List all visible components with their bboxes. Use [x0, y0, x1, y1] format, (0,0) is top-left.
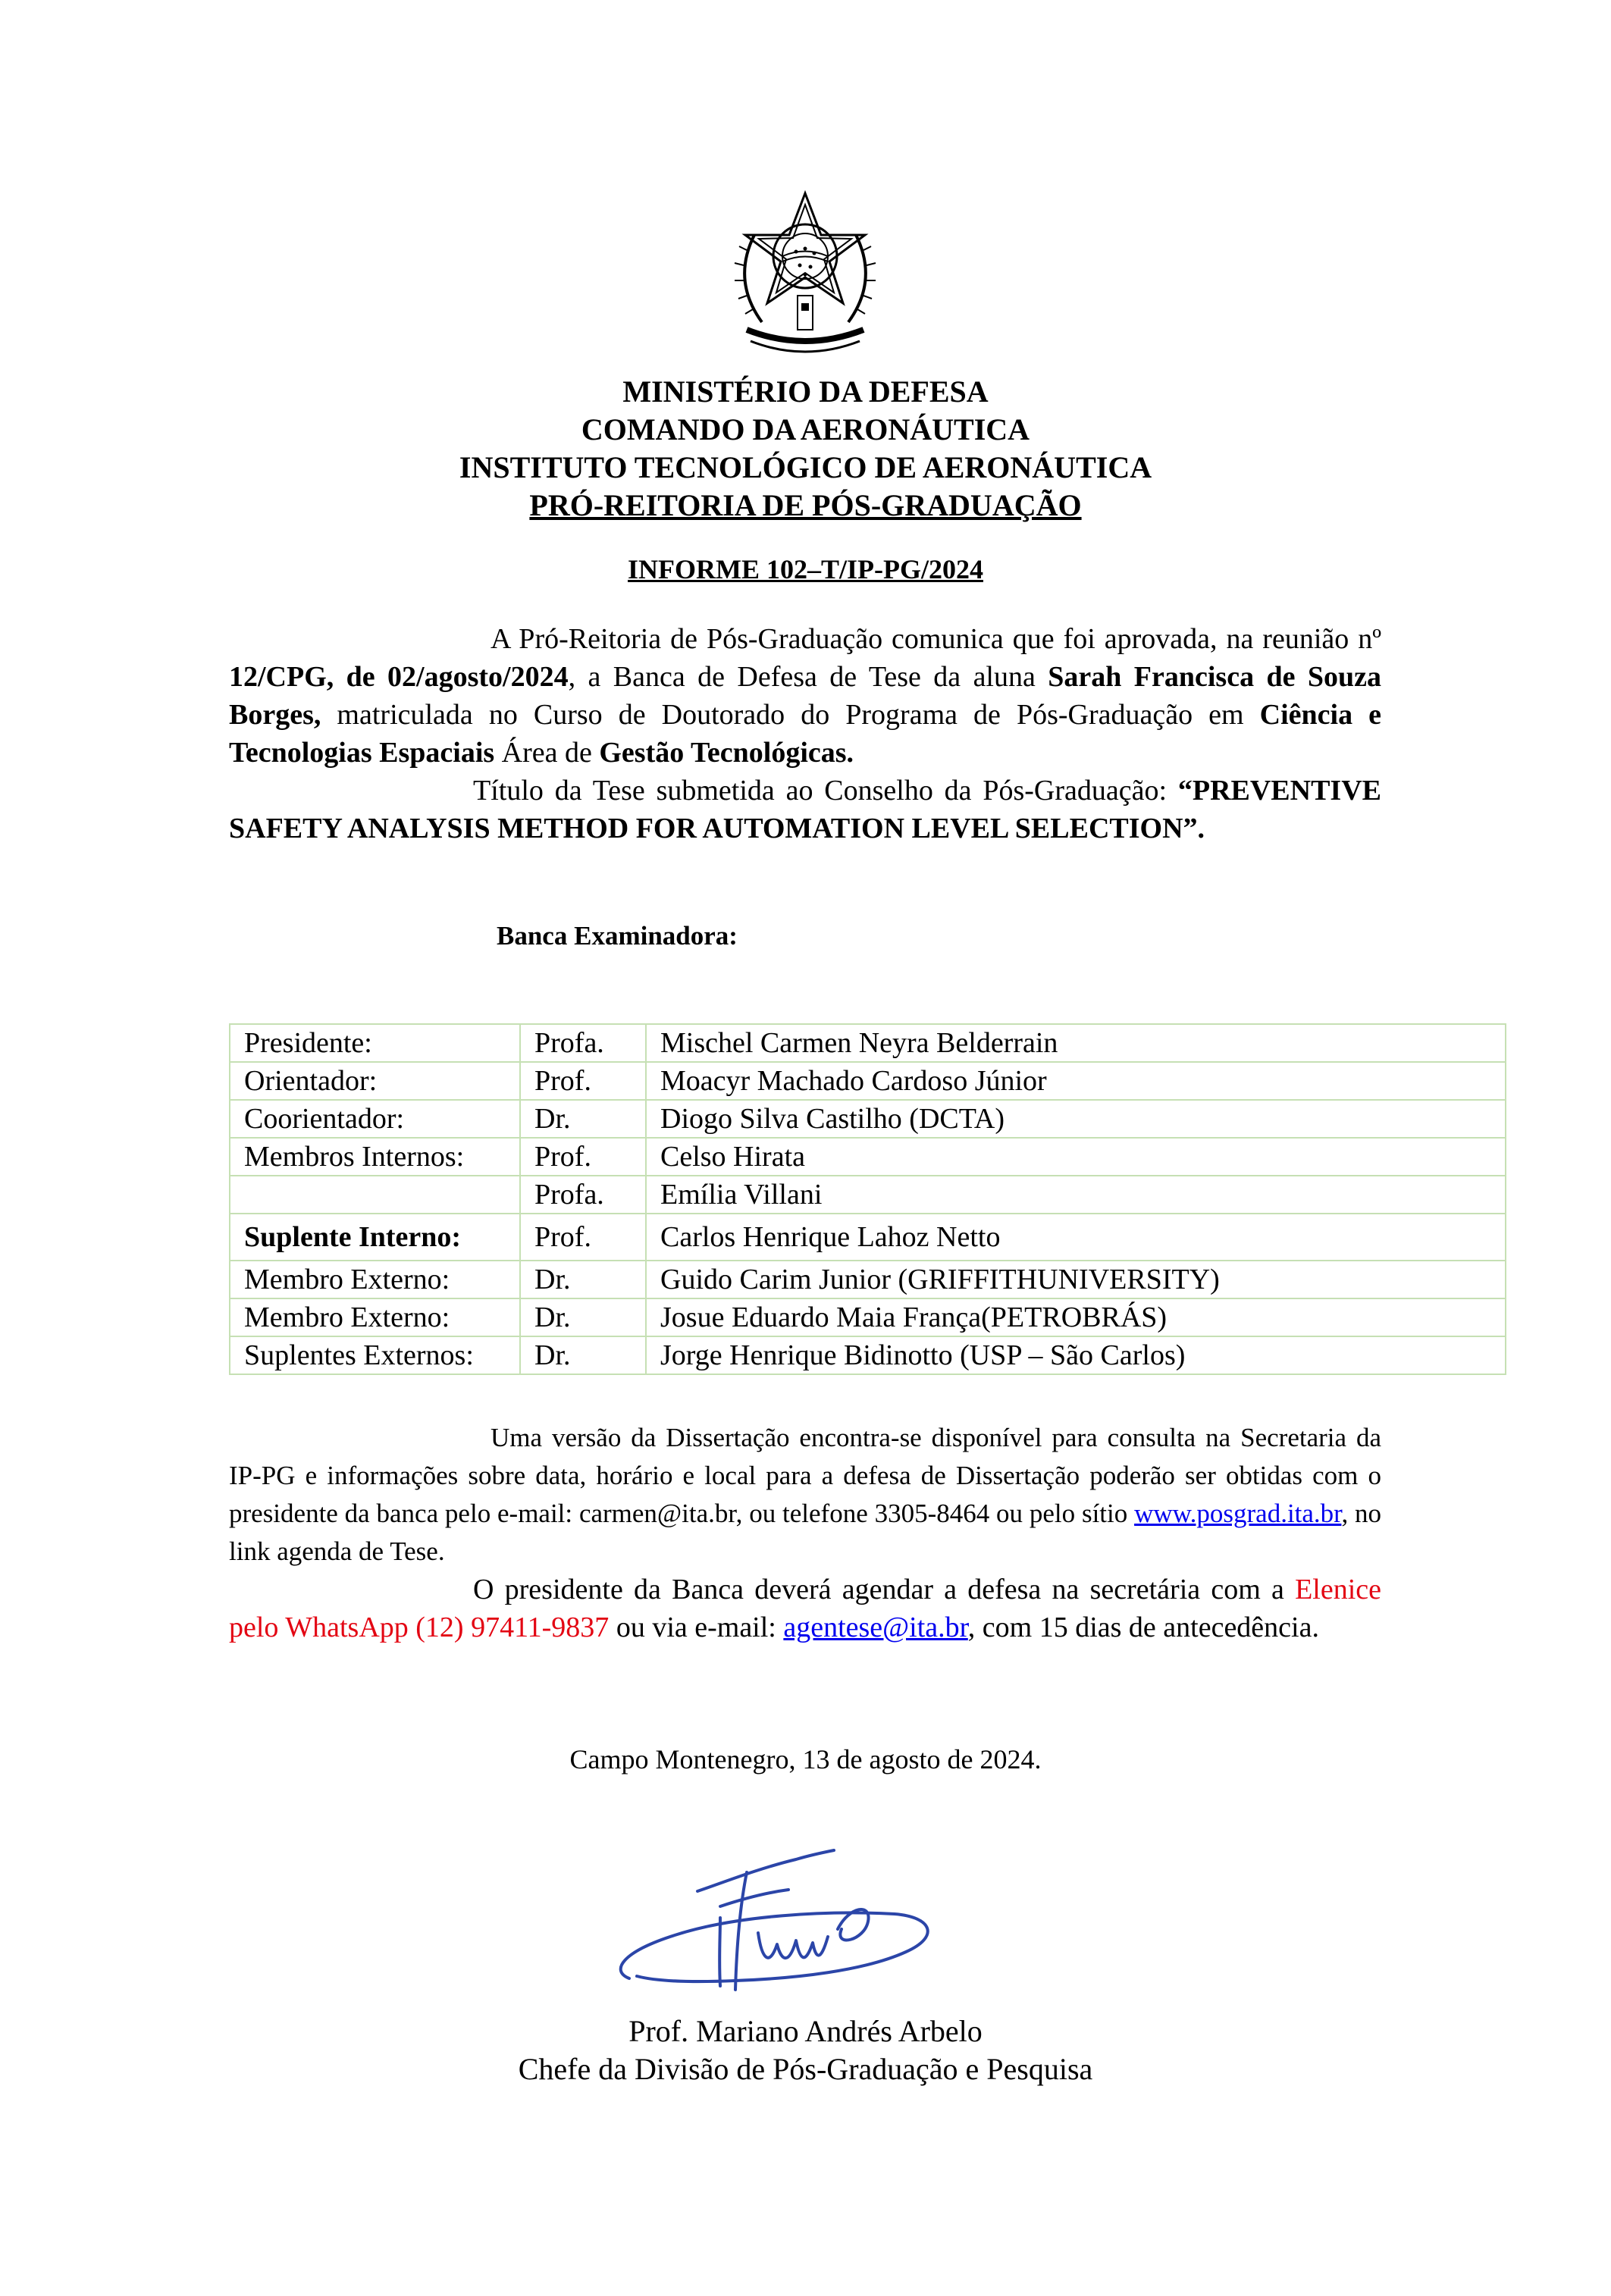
examining-board-label: Banca Examinadora: [497, 921, 738, 951]
member-name: Guido Carim Junior (GRIFFITHUNIVERSITY) [646, 1261, 1506, 1298]
text-span: Uma versão da Dissertação encontra-se disponível para consulta na Secretaria da IP-PG e informações sobre data, horário e local para a defesa de Dissertação poderão ser obtidas com o presidente da banca pelo e-mail: carmen@ita.br, ou telefone 3305-8464 ou pelo sítio [229, 1423, 1381, 1528]
institute-line: INSTITUTO TECNOLÓGICO DE AERONÁUTICA [459, 450, 1152, 484]
member-name: Josue Eduardo Maia França(PETROBRÁS) [646, 1298, 1506, 1336]
member-title: Prof. [520, 1214, 646, 1261]
agentese-email-link[interactable]: agentese@ita.br [783, 1612, 968, 1643]
text-span: , no link agenda de Tese. [229, 1499, 1382, 1566]
program-name: Ciência e Tecnologias Espaciais [229, 699, 1381, 769]
member-title: Dr. [520, 1298, 646, 1336]
thesis-label: Título da Tese submetida ao Conselho da Pós-Graduação: [473, 775, 1168, 807]
member-title: Profa. [520, 1176, 646, 1214]
member-role: Orientador: [230, 1062, 520, 1100]
text-span: , com 15 dias de antecedência. [967, 1612, 1319, 1643]
member-title: Dr. [520, 1100, 646, 1138]
whatsapp-contact: Elenice pelo WhatsApp (12) 97411-9837 [229, 1574, 1381, 1643]
signer-name: Prof. Mariano Andrés Arbelo [628, 2014, 983, 2048]
member-name: Celso Hirata [646, 1138, 1506, 1176]
member-title: Prof. [520, 1062, 646, 1100]
member-role: Membro Externo: [230, 1298, 520, 1336]
area-name: Gestão Tecnológicas. [599, 737, 854, 769]
text-span: Área de [494, 737, 600, 769]
table-row [230, 1100, 1506, 1138]
table-row [230, 1336, 1506, 1374]
table-row [230, 1024, 1506, 1062]
handwritten-signature [606, 1846, 986, 2005]
announcement-body [229, 620, 1381, 847]
member-title: Dr. [520, 1261, 646, 1298]
text-span: matriculada no Curso de Doutorado do Programa de Pós-Graduação em [321, 699, 1260, 731]
member-name: Emília Villani [646, 1176, 1506, 1214]
student-name: Sarah Francisca de Souza Borges, [229, 661, 1382, 731]
pro-rectory-line: PRÓ-REITORIA DE PÓS-GRADUAÇÃO [529, 488, 1082, 522]
place-and-date: Campo Montenegro, 13 de agosto de 2024. [569, 1744, 1042, 1774]
text-span: ou via e-mail: [609, 1612, 784, 1643]
table-row [230, 1298, 1506, 1336]
ministry-line: MINISTÉRIO DA DEFESA [622, 374, 989, 409]
meeting-date: 12/CPG, de 02/agosto/2024 [229, 661, 569, 693]
table-row [230, 1062, 1506, 1100]
signer-block [0, 2013, 1611, 2088]
text-span: , a Banca de Defesa de Tese da aluna [568, 661, 1048, 693]
brazil-coat-of-arms-icon [716, 190, 895, 368]
member-name: Moacyr Machado Cardoso Júnior [646, 1062, 1506, 1100]
announcement-paragraph [229, 620, 1381, 772]
posgrad-link[interactable]: www.posgrad.ita.br [1134, 1499, 1342, 1528]
member-name: Mischel Carmen Neyra Belderrain [646, 1024, 1506, 1062]
member-role: Suplente Interno: [230, 1214, 520, 1261]
signer-position: Chefe da Divisão de Pós-Graduação e Pesquisa [518, 2052, 1093, 2086]
institution-header [227, 373, 1384, 525]
thesis-title: “PREVENTIVE SAFETY ANALYSIS METHOD FOR AUTOMATION LEVEL SELECTION”. [229, 775, 1382, 844]
information-body [229, 1419, 1381, 1646]
member-title: Prof. [520, 1138, 646, 1176]
member-name: Jorge Henrique Bidinotto (USP – São Carlos) [646, 1336, 1506, 1374]
scheduling-paragraph [229, 1571, 1381, 1646]
member-role: Membro Externo: [230, 1261, 520, 1298]
member-title: Dr. [520, 1336, 646, 1374]
member-name: Carlos Henrique Lahoz Netto [646, 1214, 1506, 1261]
member-role: Suplentes Externos: [230, 1336, 520, 1374]
member-name: Diogo Silva Castilho (DCTA) [646, 1100, 1506, 1138]
table-row [230, 1214, 1506, 1261]
member-role: Membros Internos: [230, 1138, 520, 1176]
text-span: A Pró-Reitoria de Pós-Graduação comunica que foi aprovada, na reunião nº [491, 623, 1381, 655]
thesis-paragraph [229, 772, 1381, 847]
table-row [230, 1261, 1506, 1298]
member-role: Presidente: [230, 1024, 520, 1062]
examining-board-table [229, 1023, 1506, 1375]
table-row [230, 1138, 1506, 1176]
member-title: Profa. [520, 1024, 646, 1062]
table-row [230, 1176, 1506, 1214]
document-number: INFORME 102–T/IP-PG/2024 [628, 554, 983, 584]
text-span: O presidente da Banca deverá agendar a defesa na secretária com a [473, 1574, 1296, 1605]
command-line: COMANDO DA AERONÁUTICA [581, 412, 1030, 446]
availability-paragraph [229, 1419, 1381, 1571]
member-role: Coorientador: [230, 1100, 520, 1138]
member-role [230, 1176, 520, 1214]
